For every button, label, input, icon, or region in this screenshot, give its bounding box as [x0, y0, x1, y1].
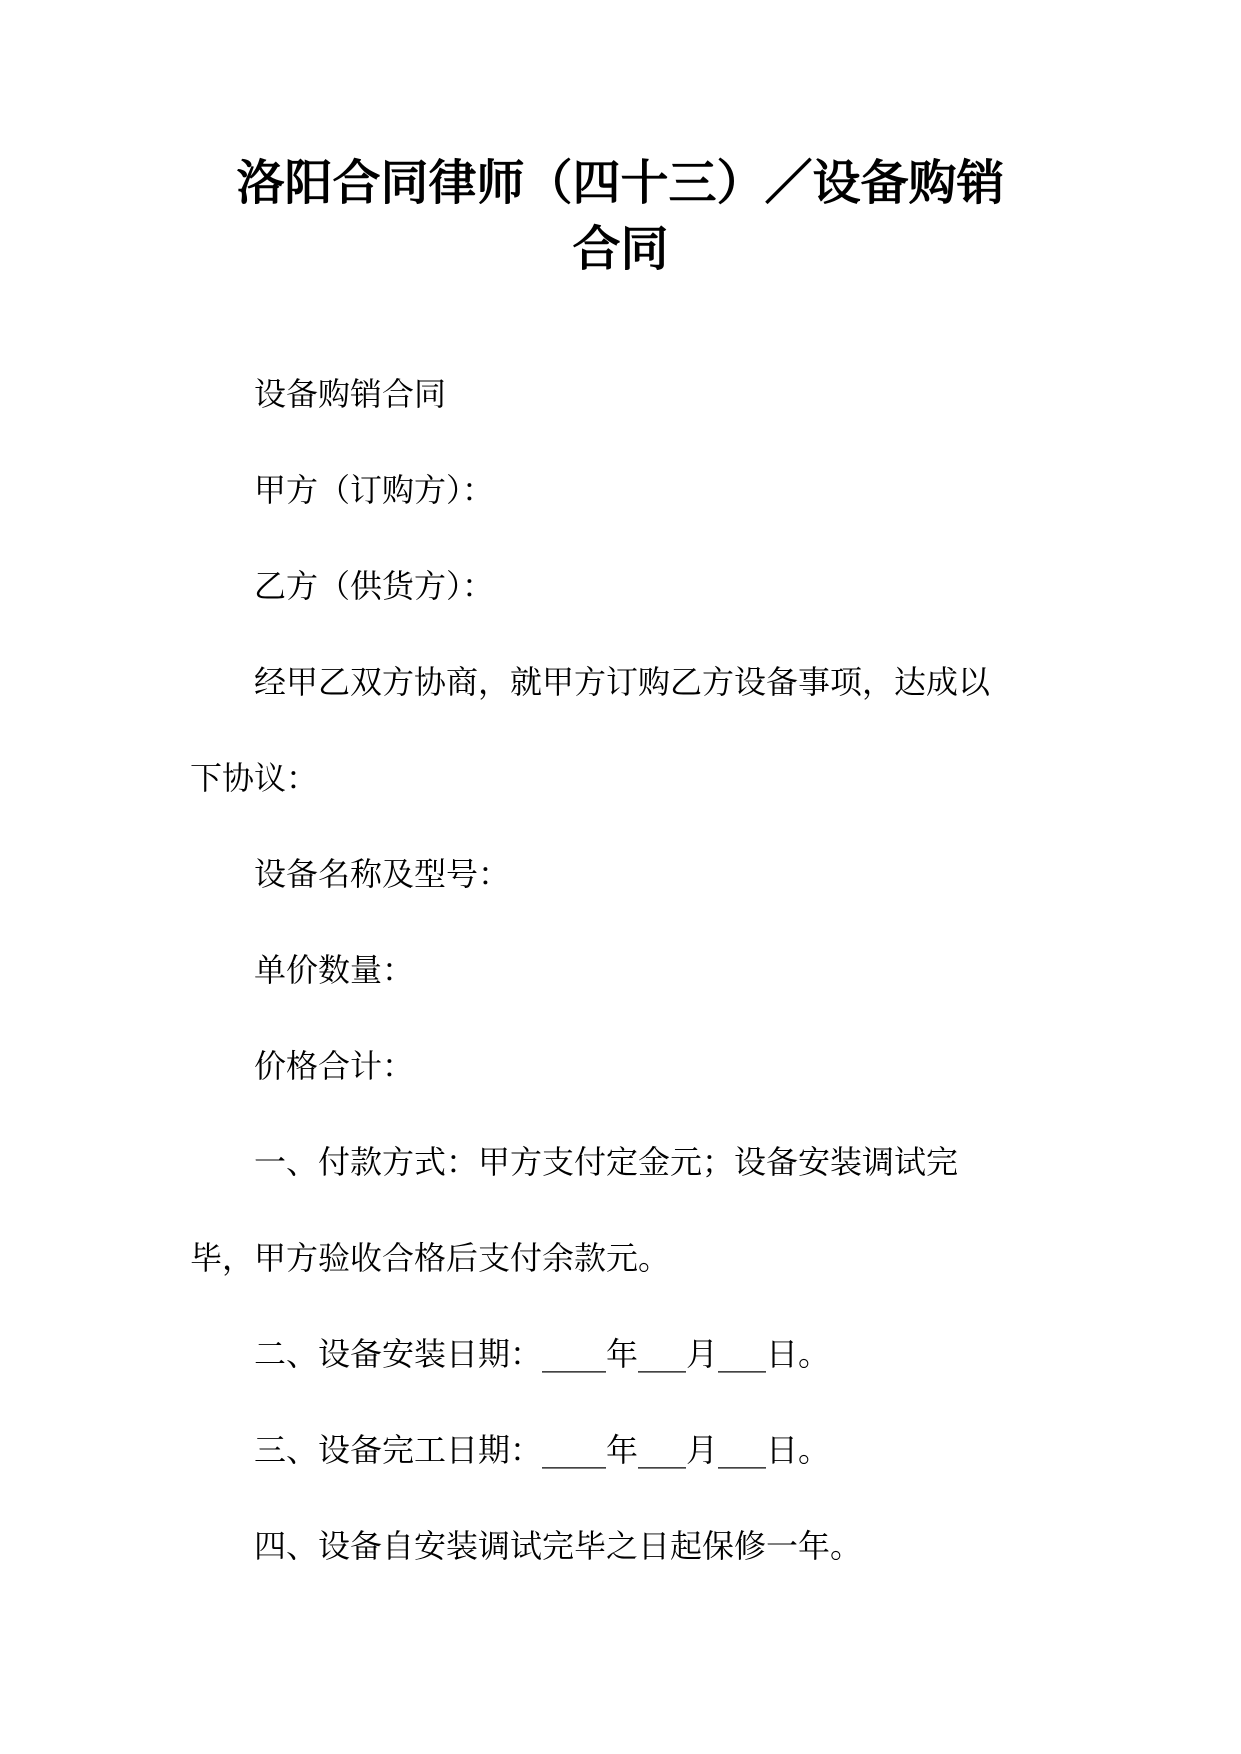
price-total-paragraph: 价格合计： [254, 1047, 415, 1085]
equipment-name-paragraph: 设备名称及型号： [254, 855, 511, 893]
document-title [190, 150, 1051, 282]
completion-date-paragraph: 三、设备完工日期：____年___月___日。 [254, 1431, 831, 1469]
warranty-clause-paragraph: 四、设备自安装调试完毕之日起保修一年。 [254, 1527, 863, 1565]
agreement-intro-continuation: 下协议： [190, 759, 319, 797]
payment-clause-paragraph: 一、付款方式：甲方支付定金元；设备安装调试完 [254, 1143, 959, 1181]
unit-price-paragraph: 单价数量： [254, 951, 415, 989]
party-b-paragraph: 乙方（供货方）： [254, 567, 495, 605]
payment-clause-continuation: 毕，甲方验收合格后支付余款元。 [190, 1239, 671, 1277]
title-line-2: 合同 [572, 221, 669, 277]
agreement-intro-paragraph: 经甲乙双方协商，就甲方订购乙方设备事项，达成以 [254, 663, 991, 701]
party-a-paragraph: 甲方（订购方）： [254, 471, 495, 509]
installation-date-paragraph: 二、设备安装日期：____年___月___日。 [254, 1335, 831, 1373]
contract-name-paragraph: 设备购销合同 [254, 375, 447, 413]
title-line-1: 洛阳合同律师（四十三）／设备购销 [236, 155, 1005, 211]
